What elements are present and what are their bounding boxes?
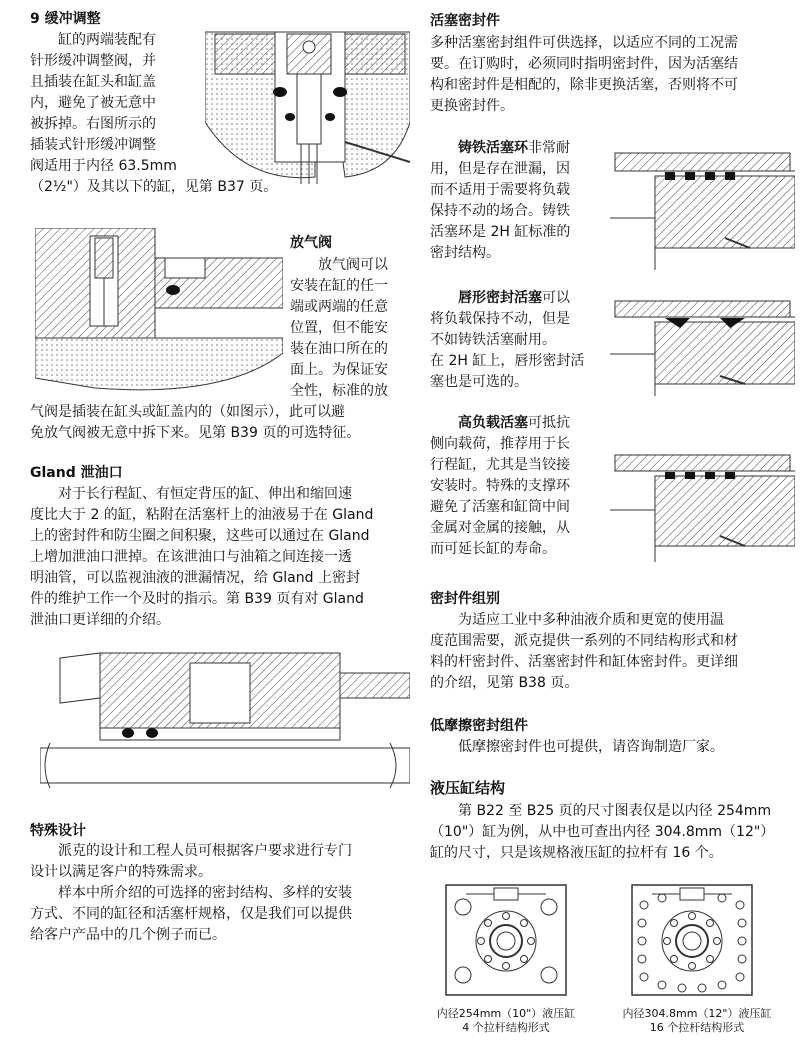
bleed-valve-drawing bbox=[35, 228, 283, 398]
structure-paragraph bbox=[430, 801, 792, 864]
section-title-seal-class: 密封件组别 bbox=[430, 591, 500, 607]
text-line: 端或两端的任意 bbox=[290, 299, 388, 315]
cast-iron-ring-drawing bbox=[610, 148, 795, 270]
text-line: 被拆掉。右图所示的 bbox=[30, 116, 156, 132]
text-line: 方式、不同的缸径和活塞杆规格，仅是我们可以提供 bbox=[30, 906, 352, 922]
sixteen-tie-rod-drawing bbox=[622, 880, 762, 1005]
text-line: 多种活塞密封组件可供选择，以适应不同的工况需 bbox=[430, 35, 738, 51]
cushion-valve-drawing bbox=[205, 12, 410, 184]
low-friction-paragraph bbox=[430, 737, 792, 758]
text-line: 缸的尺寸，只是该规格液压缸的拉杆有 16 个。 bbox=[430, 845, 723, 861]
caption-line: 内径304.8mm（12"）液压缸 bbox=[622, 1007, 772, 1020]
text-line: 装在油口所在的 bbox=[290, 341, 388, 357]
text-line: 保持不动的场合。铸铁 bbox=[430, 203, 570, 219]
text-line: 金属对金属的接触，从 bbox=[430, 520, 570, 536]
gland-paragraph bbox=[30, 484, 415, 631]
cast-iron-term: 铸铁活塞环 bbox=[458, 140, 528, 156]
text-line: 塞也是可选的。 bbox=[430, 374, 528, 390]
text-line: 密封结构。 bbox=[430, 245, 500, 261]
heavy-duty-drawing bbox=[610, 450, 795, 562]
text-line: 更换密封件。 bbox=[430, 98, 514, 114]
text-line: 面上。为保证安 bbox=[290, 362, 388, 378]
section-title-piston-seal: 活塞密封件 bbox=[430, 13, 500, 29]
text-line: 而可延长缸的寿命。 bbox=[430, 541, 556, 557]
seal-class-paragraph bbox=[430, 610, 792, 694]
text-span: 可抵抗 bbox=[528, 415, 570, 431]
sixteen-tie-rod-caption bbox=[612, 1007, 782, 1035]
section-title-low-friction: 低摩擦密封组件 bbox=[430, 718, 528, 734]
text-line: 的介绍，见第 B38 页。 bbox=[430, 675, 579, 691]
text-line: 放气阀可以 bbox=[318, 257, 388, 273]
text-line: 全性，标准的放 bbox=[290, 383, 388, 399]
text-span: 可以 bbox=[542, 290, 570, 306]
section-title-special: 特殊设计 bbox=[30, 823, 86, 839]
text-line: 阀适用于内径 63.5mm bbox=[30, 158, 177, 174]
text-line: 插装式针形缓冲调整 bbox=[30, 137, 156, 153]
text-line: 活塞环是 2H 缸标准的 bbox=[430, 224, 571, 240]
heavy-duty-paragraph bbox=[430, 413, 610, 560]
text-line: 缸的两端装配有 bbox=[58, 32, 156, 48]
text-line: 气阀是插装在缸头或缸盖内的（如图示），此可以避 bbox=[30, 404, 345, 420]
lip-seal-paragraph bbox=[430, 288, 610, 393]
text-line: 用，但是存在泄漏，因 bbox=[430, 161, 570, 177]
text-line: 针形缓冲调整阀，并 bbox=[30, 53, 156, 69]
text-line: 设计以满足客户的特殊需求。 bbox=[30, 864, 212, 880]
text-line: 明油管，可以监视油液的泄漏情况，给 Gland 上密封 bbox=[30, 570, 360, 586]
cushion-paragraph bbox=[30, 30, 278, 198]
section-title-cushion: 9 缓冲调整 bbox=[30, 11, 101, 27]
bleed-paragraph bbox=[290, 255, 415, 402]
text-line: 上增加泄油口泄掉。在该泄油口与油箱之间连接一透 bbox=[30, 549, 352, 565]
section-title-gland: Gland 泄油口 bbox=[30, 465, 123, 481]
lip-seal-term: 唇形密封活塞 bbox=[458, 290, 542, 306]
text-line: 件的维护工作一个及时的指示。第 B39 页有对 Gland bbox=[30, 591, 364, 607]
text-line: 而不适用于需要将负载 bbox=[430, 182, 570, 198]
heavy-duty-term: 高负载活塞 bbox=[458, 415, 528, 431]
text-line: 样本中所介绍的可选择的密封结构、多样的安装 bbox=[58, 885, 352, 901]
four-tie-rod-drawing bbox=[436, 880, 576, 1005]
section-title-structure: 液压缸结构 bbox=[430, 779, 506, 797]
text-line: （10"）缸为例，从中也可查出内径 304.8mm（12"） bbox=[430, 824, 775, 840]
text-line: 对于长行程缸、有恒定背压的缸、伸出和缩回速 bbox=[58, 486, 352, 502]
text-line: 不如铸铁活塞耐用。 bbox=[430, 332, 556, 348]
text-line: 派克的设计和工程人员可根据客户要求进行专门 bbox=[58, 843, 352, 859]
cast-iron-paragraph bbox=[430, 138, 610, 264]
text-span: 非常耐 bbox=[528, 140, 570, 156]
text-line: 为适应工业中多种油液介质和更宽的使用温 bbox=[458, 612, 724, 628]
text-line: 料的杆密封件、活塞密封件和缸体密封件。更详细 bbox=[430, 654, 738, 670]
text-line: 泄油口更详细的介绍。 bbox=[30, 612, 170, 628]
section-title-bleed: 放气阀 bbox=[290, 235, 332, 251]
text-line: （2½"）及其以下的缸，见第 B37 页。 bbox=[30, 179, 278, 195]
text-line: 免放气阀被无意中拆下来。见第 B39 页的可选特征。 bbox=[30, 425, 361, 441]
text-line: 安装在缸的任一 bbox=[290, 278, 388, 294]
text-line: 侧向载荷，推荐用于长 bbox=[430, 436, 570, 452]
text-line: 构和密封件是相配的，除非更换活塞，否则将不可 bbox=[430, 77, 738, 93]
text-line: 度比大于 2 的缸，粘附在活塞杆上的油液易于在 Gland bbox=[30, 507, 374, 523]
text-line: 安装时。特殊的支撑环 bbox=[430, 478, 570, 494]
text-line: 要。在订购时，必须同时指明密封件，因为活塞结 bbox=[430, 56, 738, 72]
text-line: 避免了活塞和缸筒中间 bbox=[430, 499, 570, 515]
four-tie-rod-caption bbox=[430, 1007, 582, 1035]
text-line: 位置，但不能安 bbox=[290, 320, 388, 336]
bleed-paragraph-tail bbox=[30, 402, 415, 444]
caption-line: 4 个拉杆结构形式 bbox=[462, 1021, 550, 1034]
text-line: 给客户产品中的几个例子而已。 bbox=[30, 927, 226, 943]
gland-drain-drawing bbox=[40, 648, 410, 796]
text-line: 度范围需要，派克提供一系列的不同结构形式和材 bbox=[430, 633, 738, 649]
text-line: 将负载保持不动，但是 bbox=[430, 311, 570, 327]
text-line: 且插装在缸头和缸盖 bbox=[30, 74, 156, 90]
caption-line: 内径254mm（10"）液压缸 bbox=[436, 1007, 576, 1020]
caption-line: 16 个拉杆结构形式 bbox=[649, 1021, 745, 1034]
text-line: 低摩擦密封件也可提供，请咨询制造厂家。 bbox=[458, 739, 724, 755]
text-line: 第 B22 至 B25 页的尺寸图表仅是以内径 254mm bbox=[458, 803, 772, 819]
text-line: 上的密封件和防尘圈之间积聚，这些可以通过在 Gland bbox=[30, 528, 370, 544]
special-paragraph bbox=[30, 841, 415, 946]
text-line: 行程缸，尤其是当铰接 bbox=[430, 457, 570, 473]
piston-seal-paragraph bbox=[430, 33, 790, 117]
lip-seal-drawing bbox=[610, 296, 795, 396]
text-line: 内，避免了被无意中 bbox=[30, 95, 156, 111]
text-line: 在 2H 缸上，唇形密封活 bbox=[430, 353, 585, 369]
